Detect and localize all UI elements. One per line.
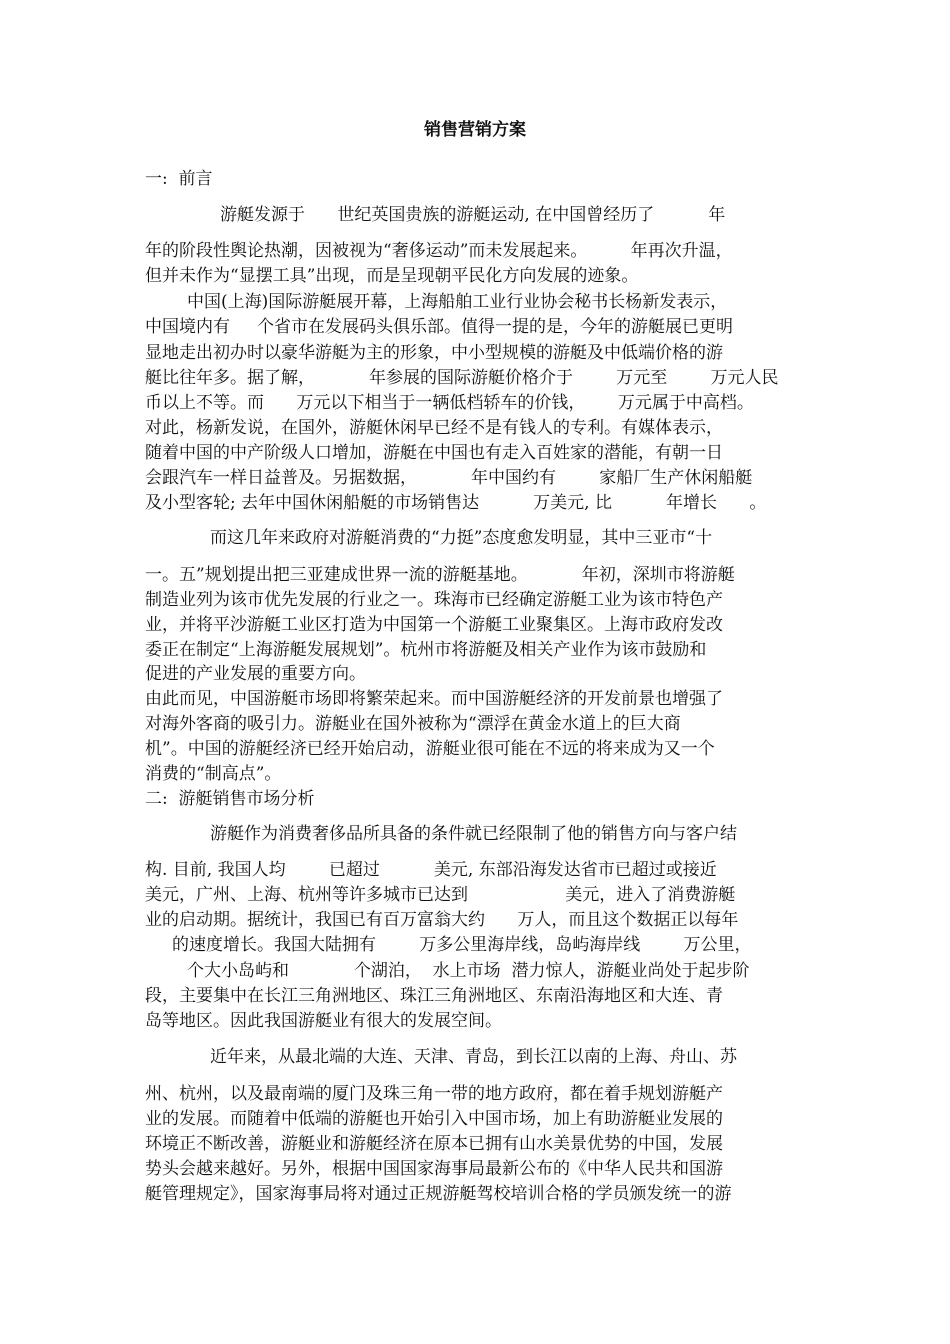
section-heading-market: 二: 游艇销售市场分析	[145, 789, 315, 809]
text-line: 但并未作为“显摆工具”出现，而是呈现朝平民化方向发展的迹象。	[145, 266, 639, 286]
text-line: 游艇发源于 世纪英国贵族的游艇运动, 在中国曾经历了 年	[220, 205, 726, 225]
text-line: 美元，广州、上海、杭州等许多城市已达到 美元，进入了消费游艇	[145, 885, 736, 905]
text-line: 消费的“制高点”。	[145, 764, 282, 784]
text-line: 币以上不等。而 万元以下相当于一辆低档轿车的价钱， 万元属于中高档。	[145, 393, 754, 413]
text-line: 势头会越来越好。另外，根据中国国家海事局最新公布的《中华人民共和国游	[145, 1159, 723, 1179]
text-line: 艇管理规定》，国家海事局将对通过正规游艇驾校培训合格的学员颁发统一的游	[145, 1184, 732, 1204]
text-line: 业的启动期。据统计，我国已有百万富翁大约 万人，而且这个数据正以每年	[145, 910, 739, 930]
text-line: 的速度增长。我国大陆拥有 万多公里海岸线，岛屿海岸线 万公里，	[172, 935, 752, 955]
text-line: 一。五”规划提出把三亚建成世界一流的游艇基地。 年初，深圳市将游艇	[145, 565, 735, 585]
text-line: 业的发展。而随着中低端的游艇也开始引入中国市场，加上有助游艇业发展的	[145, 1109, 723, 1129]
text-line: 段，主要集中在长江三角洲地区、珠江三角洲地区、东南沿海地区和大连、青	[145, 986, 723, 1006]
text-line: 年的阶段性舆论热潮，因被视为“奢侈运动”而未发展起来。 年再次升温，	[145, 241, 733, 261]
text-line: 构. 目前, 我国人均 已超过 美元, 东部沿海发达省市已超过或接近	[145, 860, 717, 880]
text-line: 机”。中国的游艇经济已经开始启动，游艇业很可能在不远的将来成为又一个	[145, 739, 715, 759]
text-line: 对海外客商的吸引力。游艇业在国外被称为“漂浮在黄金水道上的巨大商	[145, 714, 681, 734]
text-line: 随着中国的中产阶级人口增加，游艇在中国也有走入百姓家的潜能，有朝一日	[145, 443, 723, 463]
text-line: 个大小岛屿和 个湖泊， 水上市场 潜力惊人，游艇业尚处于起步阶	[187, 961, 750, 981]
text-line: 会跟汽车一样日益普及。另据数据， 年中国约有 家船厂生产休闲船艇	[145, 468, 753, 488]
text-line: 州、杭州，以及最南端的厦门及珠三角一带的地方政府，都在着手规划游艇产	[145, 1084, 723, 1104]
text-line: 中国(上海)国际游艇展开幕，上海船舶工业行业协会秘书长杨新发表示，	[187, 292, 728, 312]
text-line: 近年来，从最北端的大连、天津、青岛，到长江以南的上海、舟山、苏	[210, 1047, 737, 1067]
text-line: 艇比往年多。据了解， 年参展的国际游艇价格介于 万元至 万元人民	[145, 368, 779, 388]
text-line: 环境正不断改善，游艇业和游艇经济在原本已拥有山水美景优势的中国，发展	[145, 1134, 723, 1154]
text-line: 岛等地区。因此我国游艇业有很大的发展空间。	[145, 1011, 502, 1031]
section-heading-intro: 一: 前言	[145, 169, 213, 189]
text-line: 及小型客轮; 去年中国休闲船艇的市场销售达 万美元, 比 年增长 。	[145, 493, 767, 513]
text-line: 由此而见，中国游艇市场即将繁荣起来。而中国游艇经济的开发前景也增强了	[145, 689, 723, 709]
text-line: 制造业列为该市优先发展的行业之一。珠海市已经确定游艇工业为该市特色产	[145, 590, 723, 610]
text-line: 显地走出初办时以豪华游艇为主的形象，中小型规模的游艇及中低端价格的游	[145, 343, 723, 363]
page-title: 销售营销方案	[424, 120, 526, 140]
text-line: 对此，杨新发说，在国外，游艇休闲早已经不是有钱人的专利。有媒体表示，	[145, 418, 723, 438]
text-line: 业，并将平沙游艇工业区打造为中国第一个游艇工业聚集区。上海市政府发改	[145, 615, 723, 635]
text-line: 游艇作为消费奢侈品所具备的条件就已经限制了他的销售方向与客户结	[210, 824, 737, 844]
text-line: 委正在制定“上海游艇发展规划”。杭州市将游艇及相关产业作为该市鼓励和	[145, 640, 707, 660]
text-line: 而这几年来政府对游艇消费的“力挺”态度愈发明显，其中三亚市“十	[210, 528, 713, 548]
text-line: 促进的产业发展的重要方向。	[145, 664, 366, 684]
text-line: 中国境内有 个省市在发展码头俱乐部。值得一提的是，今年的游艇展已更明	[145, 317, 734, 337]
